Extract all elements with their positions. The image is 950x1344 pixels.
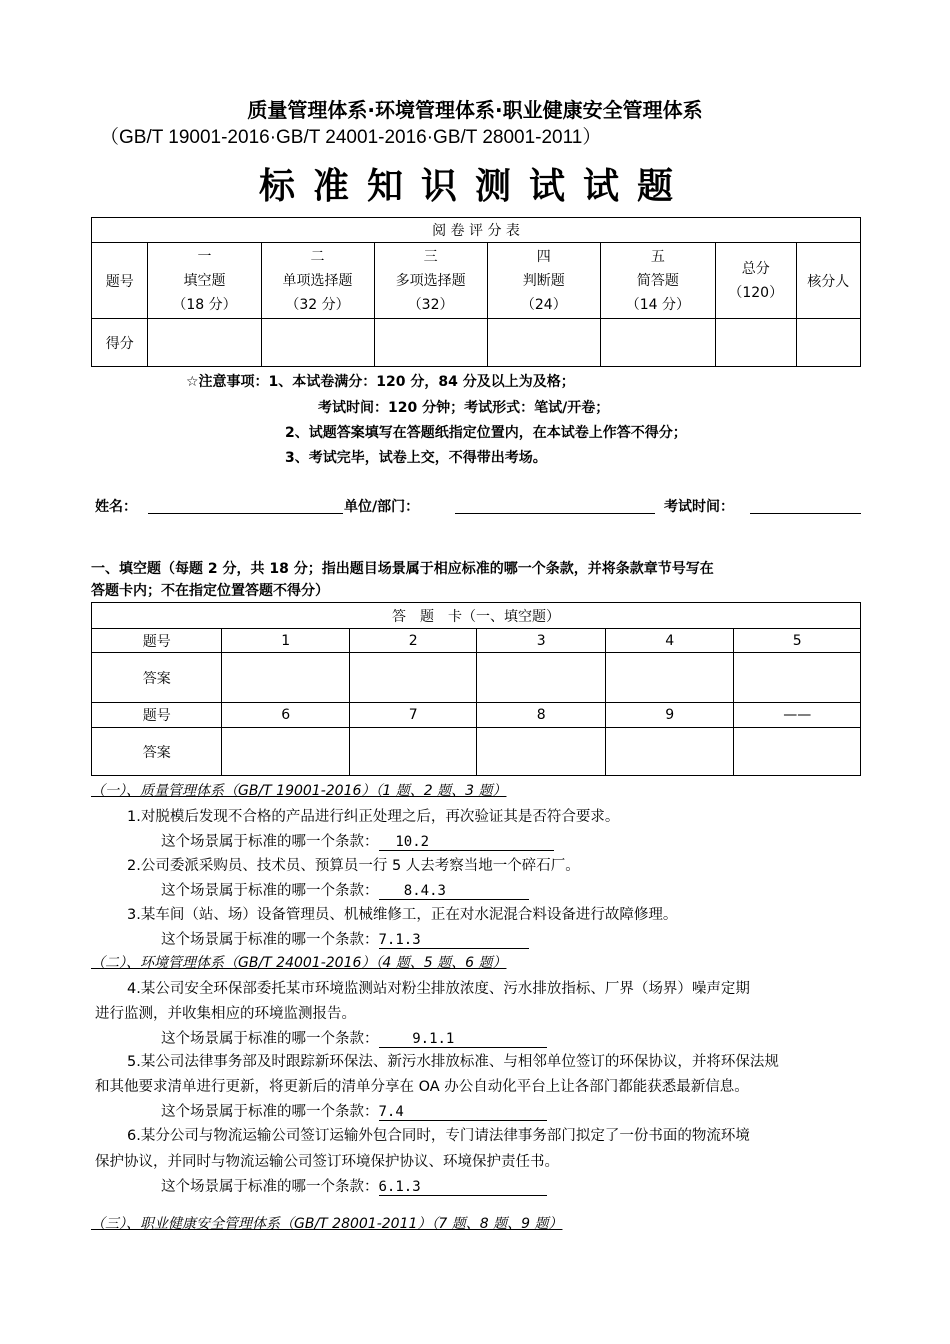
answer-5-value[interactable]: 7.4 [379, 1104, 547, 1121]
question-6-line2: 保护协议，并同时与物流运输公司签订环境保护协议、环境保护责任书。 [95, 1154, 559, 1170]
score-cell[interactable] [487, 319, 600, 367]
score-col-3: 三 多项选择题 （32） [374, 243, 487, 319]
unit-label: 单位/部门： [344, 499, 420, 515]
name-field[interactable] [148, 513, 343, 514]
time-label: 考试时间： [664, 499, 734, 515]
subsection-environment: （二）、环境管理体系（GB/T 24001-2016）（4 题、5 题、6 题） [91, 955, 507, 971]
score-col-1: 一 填空题 （18 分） [148, 243, 261, 319]
score-label: 得分 [92, 319, 148, 367]
card-ans-cell[interactable] [349, 728, 476, 776]
question-5-line1: 5.某公司法律事务部及时跟踪新环保法、新污水排放标准、与相邻单位签订的环保协议，并将环保法规 [127, 1054, 779, 1070]
card-ans-label: 答案 [92, 653, 222, 703]
card-ans-cell[interactable] [477, 653, 605, 703]
score-cell[interactable] [148, 319, 261, 367]
name-label: 姓名： [95, 499, 137, 515]
card-num: 9 [605, 703, 733, 728]
section1-intro-line1: 一、填空题（每题 2 分，共 18 分；指出题目场景属于相应标准的哪一个条款，并将条款章节号写在 [91, 561, 714, 577]
page-title: 标准知识测试试题 [258, 166, 691, 207]
score-cell[interactable] [796, 319, 860, 367]
answer-6-row [161, 1175, 547, 1196]
card-num: 2 [349, 629, 476, 653]
score-col-2: 二 单项选择题 （32 分） [261, 243, 374, 319]
card-ans-cell[interactable] [734, 728, 861, 776]
card-num: 4 [605, 629, 733, 653]
score-col-checker: 核分人 [796, 243, 860, 319]
answer-prompt: 这个场景属于标准的哪一个条款： [161, 883, 379, 899]
note-3: 2、试题答案填写在答题纸指定位置内，在本试卷上作答不得分； [285, 425, 687, 441]
answer-prompt: 这个场景属于标准的哪一个条款： [161, 1104, 379, 1120]
card-ans-cell[interactable] [605, 728, 733, 776]
answer-prompt: 这个场景属于标准的哪一个条款： [161, 1179, 379, 1195]
time-field[interactable] [750, 513, 861, 514]
card-num-label: 题号 [92, 629, 222, 653]
note-4: 3、考试完毕，试卷上交，不得带出考场。 [285, 450, 547, 466]
answer-prompt: 这个场景属于标准的哪一个条款： [161, 932, 379, 948]
card-ans-cell[interactable] [605, 653, 733, 703]
card-num: 8 [477, 703, 605, 728]
card-ans-cell[interactable] [222, 653, 349, 703]
card-num: 5 [734, 629, 861, 653]
score-col-total: 总分 （120） [715, 243, 796, 319]
subsection-quality: （一）、质量管理体系（GB/T 19001-2016）（1 题、2 题、3 题） [91, 783, 507, 799]
card-num-label: 题号 [92, 703, 222, 728]
question-1: 1.对脱模后发现不合格的产品进行纠正处理之后，再次验证其是否符合要求。 [127, 809, 620, 825]
answer-1-row [161, 830, 554, 851]
card-ans-cell[interactable] [477, 728, 605, 776]
answer-4-row [161, 1027, 547, 1048]
unit-field[interactable] [455, 513, 655, 514]
subsection-ohs: （三）、职业健康安全管理体系（GB/T 28001-2011）（7 题、8 题、9 题） [91, 1216, 563, 1232]
card-num: 1 [222, 629, 349, 653]
answer-card [91, 602, 861, 776]
answer-2-row [161, 879, 529, 900]
question-4-line2: 进行监测，并收集相应的环境监测报告。 [95, 1006, 356, 1022]
question-2: 2.公司委派采购员、技术员、预算员一行 5 人去考察当地一个碎石厂。 [127, 858, 580, 874]
answer-card-title: 答 题 卡（一、填空题） [92, 603, 861, 629]
answer-3-row [161, 928, 529, 949]
card-ans-cell[interactable] [734, 653, 861, 703]
card-ans-cell[interactable] [349, 653, 476, 703]
card-ans-cell[interactable] [222, 728, 349, 776]
card-num: —— [734, 703, 861, 728]
question-4-line1: 4.某公司安全环保部委托某市环境监测站对粉尘排放浓度、污水排放指标、厂界（场界）噪声定期 [127, 981, 750, 997]
score-row-label: 题号 [92, 243, 148, 319]
answer-prompt: 这个场景属于标准的哪一个条款： [161, 1031, 379, 1047]
score-cell[interactable] [374, 319, 487, 367]
answer-prompt: 这个场景属于标准的哪一个条款： [161, 834, 379, 850]
note-1: ☆注意事项：1、本试卷满分：120 分，84 分及以上为及格； [186, 374, 575, 390]
header-line2: （GB/T 19001-2016·GB/T 24001-2016·GB/T 28001-2011） [100, 127, 602, 148]
answer-3-value[interactable]: 7.1.3 [379, 932, 529, 949]
answer-2-value[interactable]: 8.4.3 [379, 883, 529, 900]
question-5-line2: 和其他要求清单进行更新，将更新后的清单分享在 OA 办公自动化平台上让各部门都能获悉最新信息。 [95, 1079, 749, 1095]
score-cell[interactable] [715, 319, 796, 367]
answer-1-value[interactable]: 10.2 [379, 834, 554, 851]
question-6-line1: 6.某分公司与物流运输公司签订运输外包合同时，专门请法律事务部门拟定了一份书面的物流环境 [127, 1128, 750, 1144]
card-num: 7 [349, 703, 476, 728]
card-ans-label: 答案 [92, 728, 222, 776]
score-col-5: 五 简答题 （14 分） [600, 243, 715, 319]
note-2: 考试时间：120 分钟；考试形式：笔试/开卷； [318, 400, 610, 416]
answer-4-value[interactable]: 9.1.1 [379, 1031, 547, 1048]
card-num: 3 [477, 629, 605, 653]
question-3: 3.某车间（站、场）设备管理员、机械维修工，正在对水泥混合料设备进行故障修理。 [127, 907, 678, 923]
header-line1: 质量管理体系·环境管理体系·职业健康安全管理体系 [247, 98, 703, 122]
answer-6-value[interactable]: 6.1.3 [379, 1179, 547, 1196]
answer-5-row [161, 1100, 547, 1121]
score-col-4: 四 判断题 （24） [487, 243, 600, 319]
section1-intro-line2: 答题卡内；不在指定位置答题不得分） [91, 583, 329, 599]
score-table [91, 217, 861, 367]
score-table-caption: 阅 卷 评 分 表 [92, 218, 861, 243]
card-num: 6 [222, 703, 349, 728]
score-cell[interactable] [261, 319, 374, 367]
score-cell[interactable] [600, 319, 715, 367]
